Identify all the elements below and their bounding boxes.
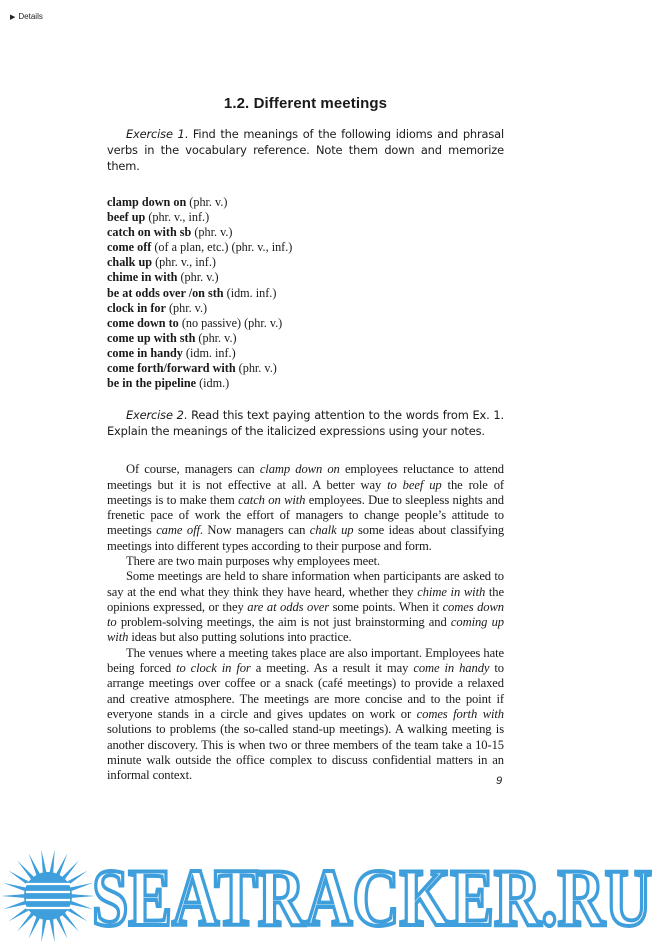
section-title: 1.2. Different meetings (223, 95, 388, 112)
vocab-term: clamp down on (107, 195, 187, 209)
vocab-item (107, 210, 504, 225)
vocab-item (107, 361, 504, 376)
vocab-note: (idm.) (196, 376, 230, 391)
vocab-note: (phr. v.) (165, 300, 208, 315)
triangle-right-icon: ▶ (10, 14, 16, 21)
details-toggle[interactable] (10, 12, 43, 21)
italic-expression: to clock in for (176, 661, 251, 676)
text-run: a meeting. As a result it may (250, 661, 414, 676)
exercise-2-label: Exercise 2 (126, 408, 184, 423)
text-run: to arrange meetings over coffee or a snack (café meetings) to provide a relaxed and creative atmosphere. The meetings are more concise and to the point if everyone stands in a circle and gives updates on work or (107, 661, 504, 721)
vocab-item (107, 286, 504, 301)
vocab-note: (phr. v., inf.) (145, 210, 210, 225)
text-run: problem-solving meetings, the aim is not just brainstorming and (116, 615, 451, 630)
italic-expression: come in handy (413, 661, 490, 676)
text-run: ideas but also putting solutions into practice. (128, 630, 352, 645)
exercise-2-text: . Read this text paying attention to the words from Ex. 1. Explain the meanings of the italicized expressions using your notes. (107, 408, 505, 439)
exercise-2 (107, 407, 504, 439)
vocab-note: (phr. v.) (235, 361, 277, 376)
vocab-term: come up with sth (107, 330, 196, 345)
text-run: . Now managers can (199, 523, 310, 538)
vocab-item (107, 195, 504, 210)
paragraph (107, 462, 504, 554)
text-run: solutions to problems (the so-called stand-up meetings). A walking meeting is another discovery. This is when two or three members of the team take a 10-15 minute walk outside the office complex to discuss confidential matters in an informal context. (107, 722, 504, 783)
reading-text (107, 462, 504, 783)
vocab-note: (no passive) (phr. v.) (178, 315, 283, 330)
vocab-item (107, 270, 504, 285)
vocab-note: (phr. v.) (177, 270, 219, 285)
vocab-note: (phr. v.) (195, 330, 237, 345)
italic-expression: came off (156, 523, 200, 538)
vocab-item (107, 240, 504, 255)
exercise-1 (107, 126, 504, 174)
vocab-item (107, 331, 504, 346)
vocab-note: (idm. inf.) (182, 345, 236, 360)
text-run: some ideas about classifying meetings into different types according to their purpose and form. (107, 523, 505, 553)
text-run: the role of meetings is to make them (107, 477, 504, 507)
sun-burst-icon (1, 850, 95, 943)
italic-expression: clamp down on (259, 462, 340, 477)
italic-expression: catch on with (238, 492, 306, 507)
text-run: the opinions expressed, or they (107, 584, 504, 614)
text-run: employees. Due to sleepless nights and frenetic pace of work the effort of managers to change people’s attitude to meetings (107, 492, 504, 538)
text-run: some points. When it (329, 599, 443, 614)
vocab-note: (phr. v., inf.) (152, 255, 216, 270)
vocab-term: clock in for (107, 300, 166, 315)
vocab-item (107, 225, 504, 240)
page-number: 9 (496, 775, 503, 787)
text-run: The venues where a meeting takes place are also important. Employees hate being forced (107, 645, 504, 676)
paragraph (107, 569, 504, 645)
vocab-note: (idm. inf.) (223, 285, 277, 300)
text-run: Some meetings are held to share information when participants are asked to say at the end what they think they have heard, whether they (107, 569, 504, 599)
vocab-item (107, 255, 504, 270)
paragraph (107, 554, 504, 569)
vocab-note: (of a plan, etc.) (phr. v., inf.) (151, 240, 293, 255)
paragraph (107, 646, 504, 784)
vocab-term: come off (107, 240, 152, 255)
vocab-term: beef up (107, 210, 146, 225)
watermark (0, 840, 665, 945)
italic-expression: comes down to (107, 599, 505, 630)
text-run: employees reluctance to attend meetings but it is not effective at all. A better way (107, 462, 504, 492)
vocab-item (107, 316, 504, 331)
text-run: Of course, managers can (126, 462, 260, 477)
vocab-term: chime in with (107, 270, 178, 285)
page-content (107, 90, 504, 783)
exercise-1-label: Exercise 1 (126, 127, 185, 141)
italic-expression: chalk up (309, 523, 354, 538)
vocab-item (107, 376, 504, 391)
watermark-text: SEATRACKER.RU (92, 852, 652, 943)
vocab-term: be at odds over /on sth (107, 285, 224, 300)
vocab-term: come down to (107, 315, 179, 330)
vocab-term: chalk up (107, 255, 153, 270)
vocab-term: come forth/forward with (107, 361, 236, 376)
details-label: Details (18, 12, 43, 21)
text-run: There are two main purposes why employees meet. (126, 554, 381, 568)
vocab-item (107, 301, 504, 316)
italic-expression: comes forth with (416, 706, 504, 721)
vocab-term: catch on with sb (107, 225, 192, 240)
italic-expression: chime in with (417, 584, 486, 599)
italic-expression: coming up with (107, 615, 504, 645)
vocab-note: (phr. v.) (191, 225, 233, 240)
italic-expression: are at odds over (247, 599, 329, 614)
vocab-note: (phr. v.) (186, 195, 228, 209)
exercise-1-text: . Find the meanings of the following idioms and phrasal verbs in the vocabulary reference. Note them down and memorize them. (107, 127, 504, 173)
italic-expression: to beef up (387, 477, 442, 492)
vocab-term: come in handy (107, 345, 183, 360)
vocab-item (107, 346, 504, 361)
vocabulary-list (107, 195, 504, 391)
vocab-term: be in the pipeline (107, 376, 197, 391)
